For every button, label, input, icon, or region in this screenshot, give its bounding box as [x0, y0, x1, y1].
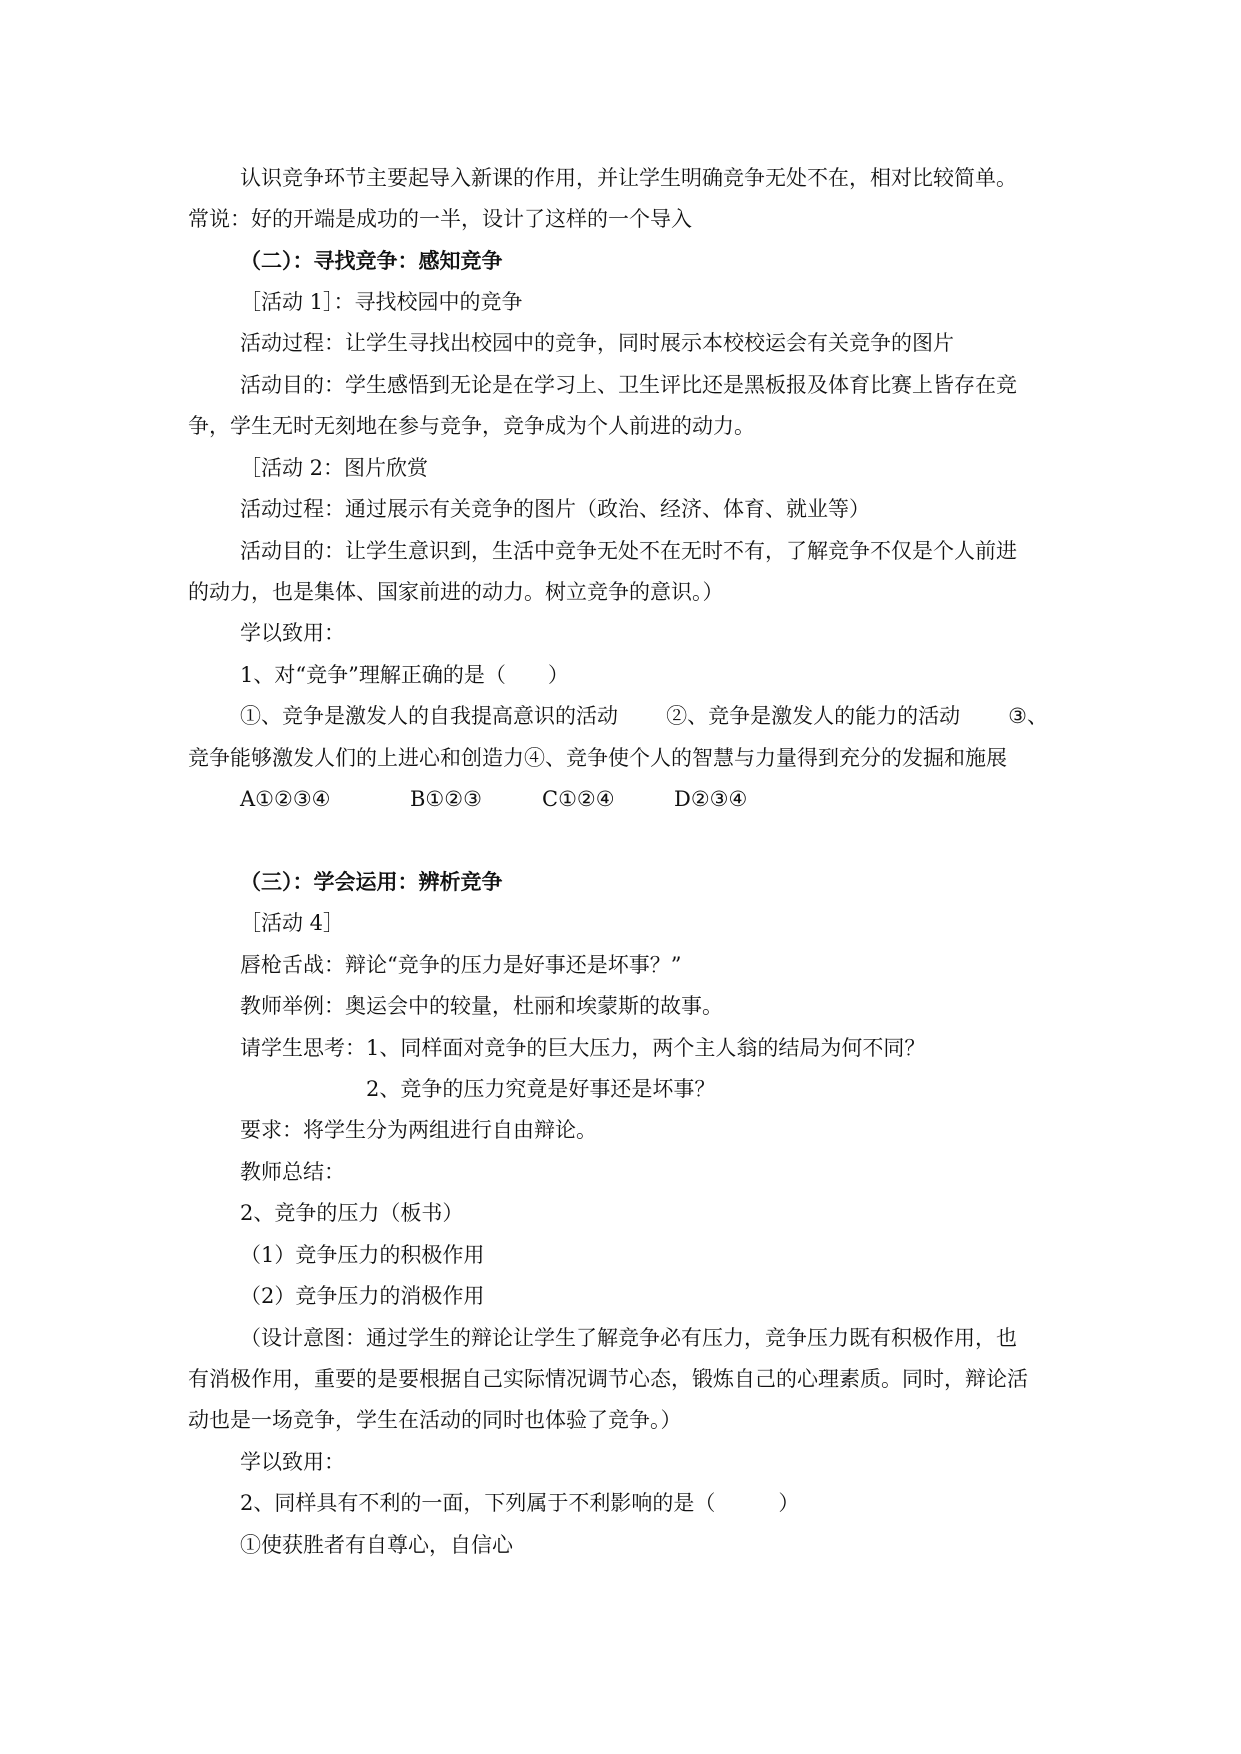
statement-1: ①、竞争是激发人的自我提高意识的活动 — [240, 704, 618, 728]
question-line: 2、同样具有不利的一面，下列属于不利影响的是（ ） — [240, 1491, 800, 1515]
paragraph-line: 学以致用： — [240, 621, 345, 645]
paragraph-line: 常说：好的开端是成功的一半，设计了这样的一个导入 — [188, 207, 692, 231]
paragraph-line: 2、竞争的压力究竟是好事还是坏事？ — [366, 1077, 716, 1101]
section-heading: （三）：学会运用：辨析竞争 — [240, 870, 503, 894]
board-item: （1）竞争压力的积极作用 — [240, 1243, 485, 1267]
paragraph-line: 唇枪舌战：辩论“竞争的压力是好事还是坏事？” — [240, 953, 682, 977]
paragraph-line: 活动目的：让学生意识到，生活中竞争无处不在无时不有，了解竞争不仅是个人前进 — [240, 539, 1017, 563]
section-heading: （二）：寻找竞争：感知竞争 — [240, 249, 503, 273]
paragraph-line: 争，学生无时无刻地在参与竞争，竞争成为个人前进的动力。 — [188, 414, 755, 438]
paragraph-line: 教师举例：奥运会中的较量，杜丽和埃蒙斯的故事。 — [240, 994, 723, 1018]
option-d: D②③④ — [674, 787, 748, 811]
activity-title: ［活动 2：图片欣赏 — [240, 456, 429, 480]
paragraph-line: 认识竞争环节主要起导入新课的作用，并让学生明确竞争无处不在，相对比较简单。 — [240, 166, 1017, 190]
paragraph-line: 请学生思考：1、同样面对竞争的巨大压力，两个主人翁的结局为何不同？ — [240, 1036, 926, 1060]
statement-3-prefix: ③、 — [1008, 704, 1048, 728]
paragraph-line: 竞争能够激发人们的上进心和创造力④、竞争使个人的智慧与力量得到充分的发掘和施展 — [188, 746, 1007, 770]
answer-options — [240, 786, 747, 812]
option-a: A①②③④ — [240, 787, 331, 811]
paragraph-line: 动也是一场竞争，学生在活动的同时也体验了竞争。） — [188, 1408, 682, 1432]
paragraph-line: 有消极作用，重要的是要根据自己实际情况调节心态，锻炼自己的心理素质。同时，辩论活 — [188, 1367, 1028, 1391]
board-item: （2）竞争压力的消极作用 — [240, 1284, 485, 1308]
question-line: 1、对“竞争”理解正确的是（ ） — [240, 663, 569, 687]
paragraph-line: （设计意图：通过学生的辩论让学生了解竞争必有压力，竞争压力既有积极作用，也 — [240, 1326, 1017, 1350]
activity-title: ［活动 4］ — [240, 911, 345, 935]
board-heading: 2、竞争的压力（板书） — [240, 1201, 464, 1225]
paragraph-line: ①使获胜者有自尊心，自信心 — [240, 1533, 513, 1557]
paragraph-line: 学以致用： — [240, 1450, 345, 1474]
paragraph-line: 要求：将学生分为两组进行自由辩论。 — [240, 1118, 597, 1142]
paragraph-line: 活动过程：通过展示有关竞争的图片（政治、经济、体育、就业等） — [240, 497, 870, 521]
paragraph-line: 活动目的：学生感悟到无论是在学习上、卫生评比还是黑板报及体育比赛上皆存在竞 — [240, 373, 1017, 397]
option-b: B①②③ — [410, 787, 482, 811]
activity-title: ［活动 1］：寻找校园中的竞争 — [240, 290, 523, 314]
statement-2: ②、竞争是激发人的能力的活动 — [666, 704, 961, 728]
option-c: C①②④ — [542, 787, 615, 811]
paragraph-line: 的动力，也是集体、国家前进的动力。树立竞争的意识。） — [188, 580, 724, 604]
paragraph-line: 活动过程：让学生寻找出校园中的竞争，同时展示本校校运会有关竞争的图片 — [240, 331, 954, 355]
question-options-line — [240, 703, 1048, 729]
paragraph-line: 教师总结： — [240, 1160, 345, 1184]
